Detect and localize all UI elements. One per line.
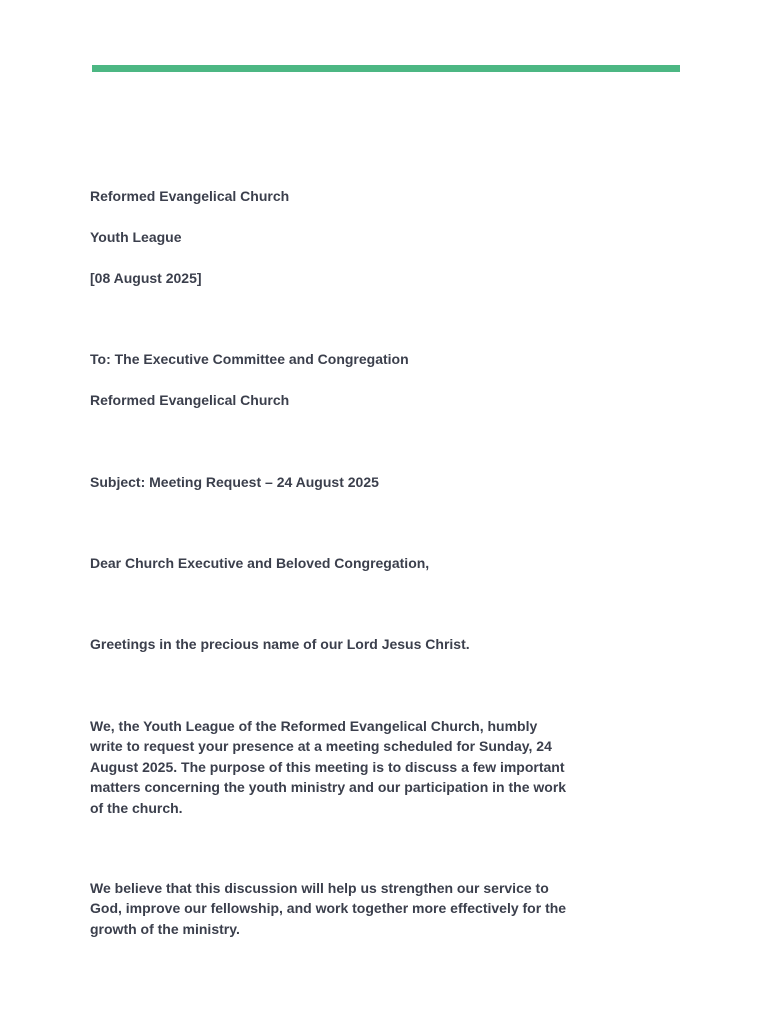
header-accent-rule (92, 65, 680, 72)
recipient-organization: Reformed Evangelical Church (90, 392, 290, 408)
body-paragraph-1: We, the Youth League of the Reformed Evangelical Church, humbly write to request your presence at a meeting scheduled for Sunday, 24 August 2025. The purpose of this meeting is to discuss a few important matters concerning the youth ministry and our participation in the work of the church. (90, 718, 567, 816)
sender-organization: Reformed Evangelical Church (90, 188, 290, 204)
sender-group: Youth League (90, 229, 182, 245)
recipient-line: To: The Executive Committee and Congregation (90, 351, 409, 367)
body-paragraph-2: We believe that this discussion will help us strengthen our service to God, improve our fellowship, and work together more effectively for the growth of the ministry. (90, 880, 567, 937)
subject-line: Subject: Meeting Request – 24 August 2025 (90, 474, 379, 490)
greeting: Greetings in the precious name of our Lord Jesus Christ. (90, 636, 470, 652)
letter-date: [08 August 2025] (90, 270, 202, 286)
salutation: Dear Church Executive and Beloved Congregation, (90, 555, 430, 571)
